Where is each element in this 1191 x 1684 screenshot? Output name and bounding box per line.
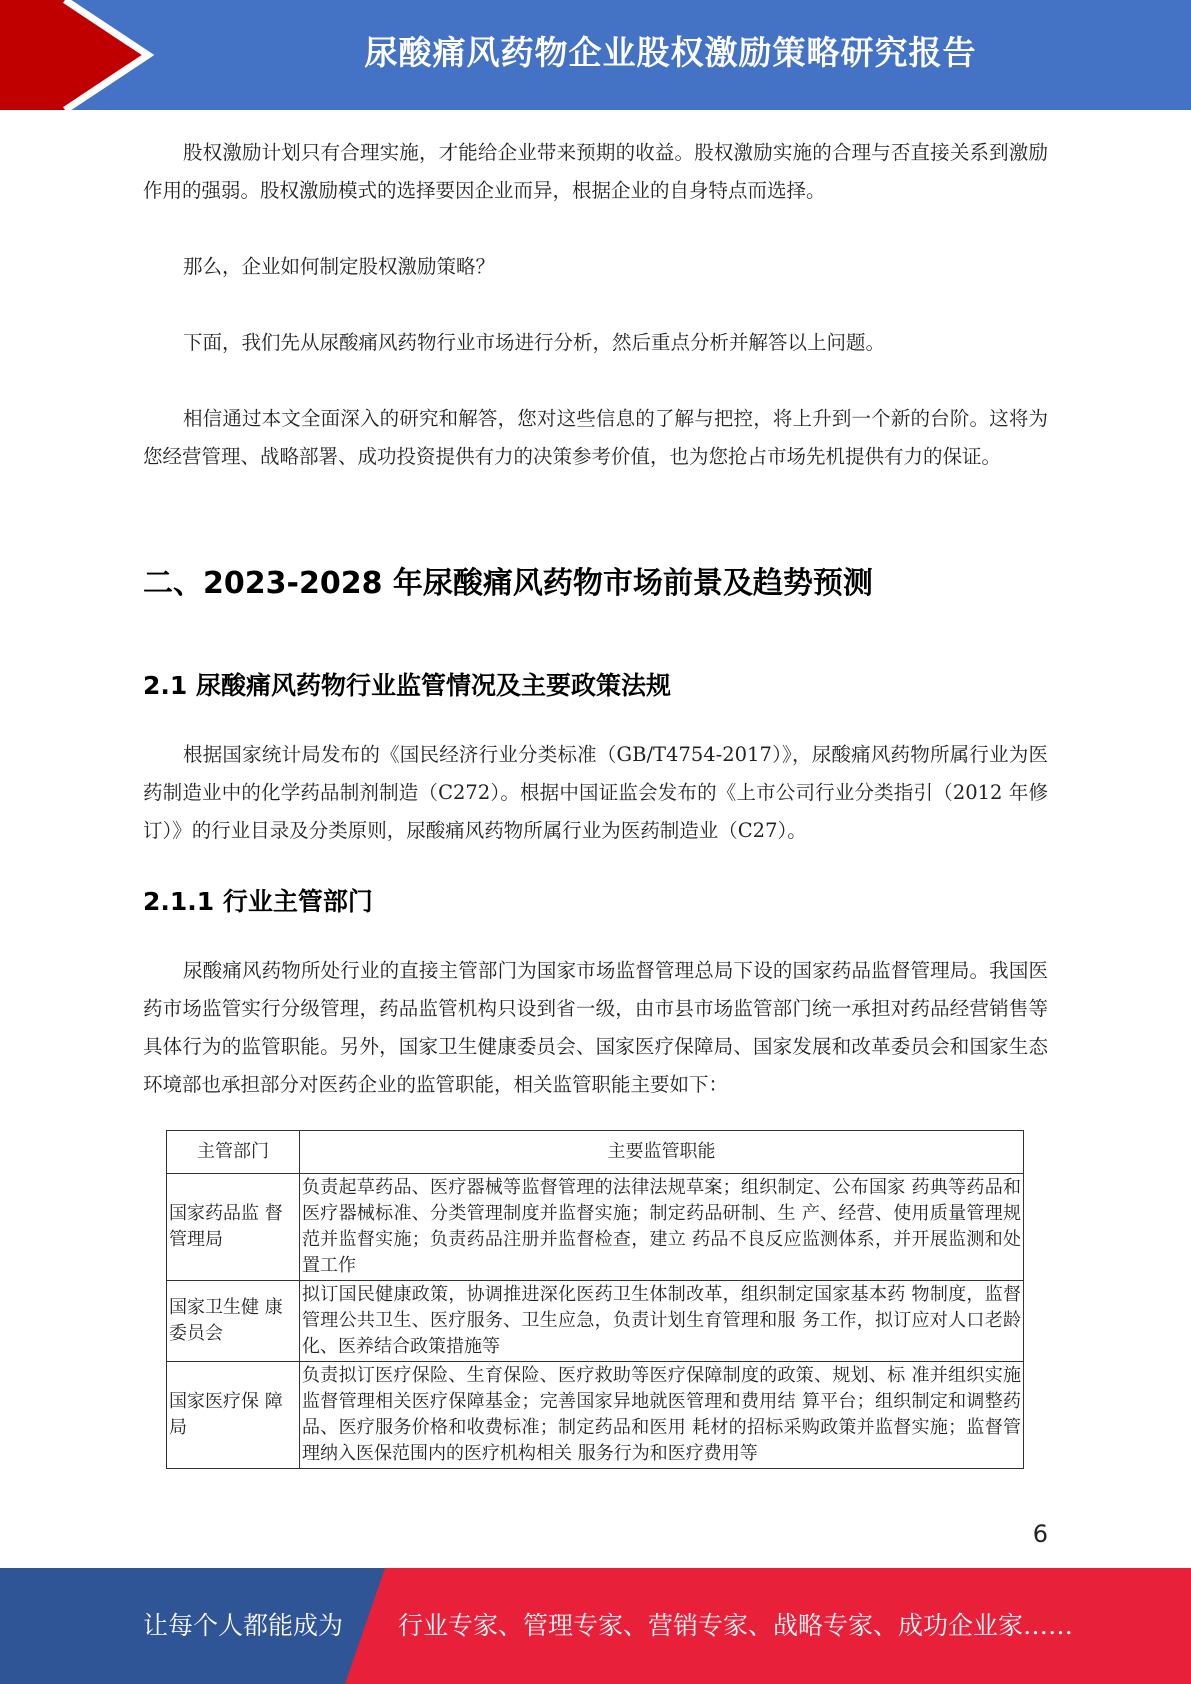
- section-heading: 二、2023-2028 年尿酸痛风药物市场前景及趋势预测: [143, 566, 873, 601]
- dept-cell: 国家医疗保 障局: [167, 1362, 300, 1469]
- regulator-table: [166, 1130, 1024, 1469]
- duty-cell: 负责拟订医疗保险、生育保险、医疗救助等医疗保障制度的政策、规划、标 准并组织实施监督管理相关医疗保障基金；完善国家异地就医管理和费用结 算平台；组织制定和调整药品、医疗服务价格和收费标准；制定药品和医用 耗材的招标采购政策并监督实施；监督管理纳入医保范围内的医疗机构相关 服务行为和医疗费用等: [300, 1362, 1024, 1469]
- table-header-duty: 主要监管职能: [300, 1131, 1024, 1174]
- subsection-2-1-1-paragraph: 尿酸痛风药物所处行业的直接主管部门为国家市场监督管理总局下设的国家药品监督管理局。我国医药市场监管实行分级管理，药品监管机构只设到省一级，由市县市场监管部门统一承担对药品经营销售等具体行为的监管职能。另外，国家卫生健康委员会、国家医疗保障局、国家发展和改革委员会和国家生态环境部也承担部分对医药企业的监管职能，相关监管职能主要如下：: [143, 959, 1048, 1096]
- subsection-2-1-paragraph: 根据国家统计局发布的《国民经济行业分类标准（GB/T4754-2017）》，尿酸痛风药物所属行业为医药制造业中的化学药品制剂制造（C272）。根据中国证监会发布的《上市公司行业分类指引（2012 年修订）》的行业目录及分类原则，尿酸痛风药物所属行业为医药制造业（C27）。: [143, 743, 1048, 842]
- intro-paragraph-2: 那么，企业如何制定股权激励策略？: [183, 255, 496, 278]
- dept-cell: 国家药品监 督管理局: [167, 1174, 300, 1281]
- page-header: [0, 0, 1191, 110]
- table-row: [167, 1362, 1024, 1469]
- page-footer: [0, 1568, 1191, 1684]
- subsection-heading-2-1-1: 2.1.1 行业主管部门: [143, 887, 373, 916]
- table-header-row: [167, 1131, 1024, 1174]
- footer-slogan-right: 行业专家、管理专家、营销专家、战略专家、成功企业家……: [398, 1611, 1074, 1640]
- table-row: [167, 1174, 1024, 1281]
- table-header-dept: 主管部门: [167, 1131, 300, 1174]
- intro-paragraph-4: 相信通过本文全面深入的研究和解答，您对这些信息的了解与把控，将上升到一个新的台阶。这将为您经营管理、战略部署、成功投资提供有力的决策参考价值，也为您抢占市场先机提供有力的保证。: [143, 407, 1048, 468]
- table-row: [167, 1281, 1024, 1362]
- footer-slogan-left: 让每个人都能成为: [143, 1611, 344, 1640]
- intro-paragraph-3: 下面，我们先从尿酸痛风药物行业市场进行分析，然后重点分析并解答以上问题。: [183, 331, 886, 354]
- page-number: 6: [1032, 1520, 1048, 1548]
- dept-cell: 国家卫生健 康委员会: [167, 1281, 300, 1362]
- report-title: 尿酸痛风药物企业股权激励策略研究报告: [364, 33, 977, 72]
- subsection-heading-2-1: 2.1 尿酸痛风药物行业监管情况及主要政策法规: [143, 671, 671, 700]
- intro-paragraph-1: 股权激励计划只有合理实施，才能给企业带来预期的收益。股权激励实施的合理与否直接关系到激励作用的强弱。股权激励模式的选择要因企业而异，根据企业的自身特点而选择。: [143, 141, 1048, 202]
- duty-cell: 拟订国民健康政策，协调推进深化医药卫生体制改革，组织制定国家基本药 物制度，监督管理公共卫生、医疗服务、卫生应急，负责计划生育管理和服 务工作，拟订应对人口老龄化、医养结合政策措施等: [300, 1281, 1024, 1362]
- duty-cell: 负责起草药品、医疗器械等监督管理的法律法规草案；组织制定、公布国家 药典等药品和医疗器械标准、分类管理制度并监督实施；制定药品研制、生 产、经营、使用质量管理规范并监督实施；负责药品注册并监督检查，建立 药品不良反应监测体系，并开展监测和处置工作: [300, 1174, 1024, 1281]
